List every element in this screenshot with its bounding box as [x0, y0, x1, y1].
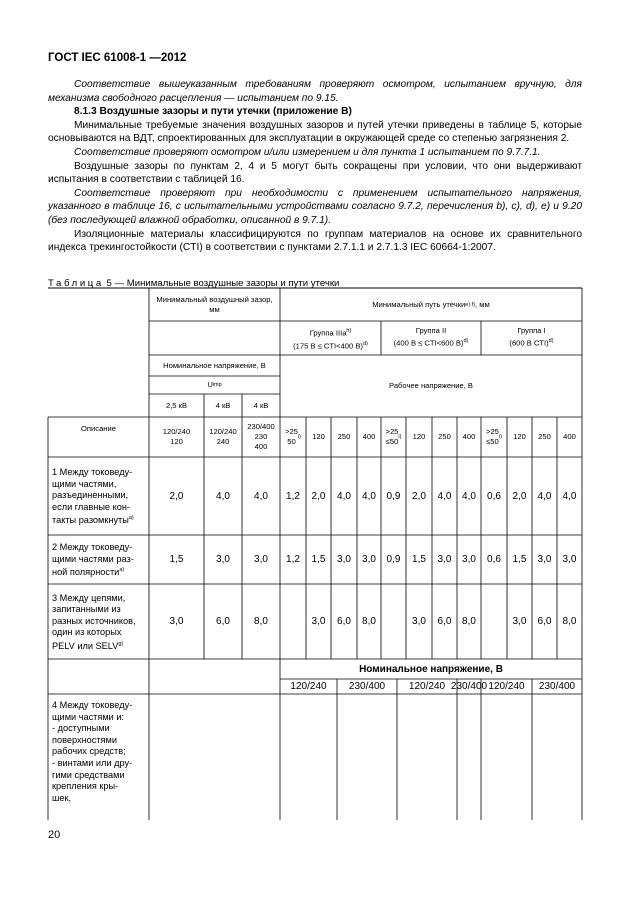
clearance-voltage — [204, 417, 242, 457]
uimp-header — [149, 376, 280, 394]
row-description-line: 2 Между токоведу- — [52, 542, 133, 553]
group-iiia-header-part: Группа IIIa — [309, 328, 347, 338]
creepage-value-text: 3,0 — [311, 616, 326, 627]
creepage-value-text: 3,0 — [537, 554, 552, 565]
creepage-value — [432, 535, 457, 584]
nominal-voltage-pair — [532, 679, 582, 694]
creepage-value — [507, 584, 532, 659]
creepage-value-text: 0,9 — [386, 490, 401, 502]
creepage-value — [381, 535, 406, 584]
nominal-voltage-pair-text: 120/240 — [290, 681, 327, 692]
creepage-value-text: 0,9 — [386, 554, 401, 565]
row-description-line: крепления кры- — [52, 781, 119, 792]
group-ii-header-part: d) — [463, 338, 469, 344]
uimp-header-text: imp — [212, 382, 222, 388]
creepage-value — [557, 535, 582, 584]
row-description-line: рабочих средств; — [52, 746, 126, 757]
table-caption-word: Таблица — [48, 278, 104, 289]
clearance-value — [149, 535, 204, 584]
creepage-voltage-first-text: >25 ≤50 — [486, 427, 499, 446]
clearance-value-text: 2,0 — [169, 490, 184, 502]
creepage-value — [481, 457, 507, 535]
creepage-value — [457, 584, 481, 659]
description-header — [48, 417, 149, 441]
creepage-voltage — [507, 417, 532, 457]
uimp-value — [149, 394, 204, 417]
uimp-value-text: 4 кВ — [253, 400, 269, 410]
creepage-voltage-first — [481, 417, 507, 457]
clearance-header — [151, 288, 278, 321]
clearance-value — [204, 584, 242, 659]
creepage-value — [406, 457, 432, 535]
creepage-voltage-text: 250 — [337, 432, 351, 441]
creepage-voltage-first-text: i) — [498, 434, 502, 440]
paragraph-1: Соответствие вышеуказанным требованиям проверяют осмотром, испытанием вручную, для механизма свободного расцепления — испытанием по 9.15. — [48, 79, 582, 104]
working-voltage-header — [280, 355, 582, 417]
creepage-value — [457, 535, 481, 584]
creepage-voltage-text: 120 — [312, 432, 325, 441]
creepage-value — [306, 584, 331, 659]
nominal-voltage-pair — [397, 679, 457, 694]
clearance-value — [242, 457, 280, 535]
uimp-value-text: 4 кВ — [215, 400, 231, 410]
group-iiia-header-part: h) — [346, 328, 352, 334]
creepage-header — [280, 288, 582, 321]
group-iiia-header-part: d) — [362, 340, 368, 347]
clearance-value-text: 1,5 — [169, 554, 184, 565]
creepage-value-text: 4,0 — [462, 490, 476, 502]
creepage-value — [357, 584, 381, 659]
creepage-header-text: , мм — [475, 299, 490, 309]
creepage-value-text: 3,0 — [337, 554, 351, 565]
creepage-voltage — [406, 417, 432, 457]
creepage-value-text: 1,5 — [512, 554, 527, 565]
creepage-value — [507, 457, 532, 535]
creepage-voltage-first-text: i) — [297, 434, 301, 440]
section-heading: 8.1.3 Воздушные зазоры и пути утечки (приложение В) — [74, 106, 352, 118]
group-iiia-header — [280, 326, 381, 351]
nominal-voltage-pair — [450, 679, 488, 694]
creepage-voltage — [357, 417, 381, 457]
row-4-description — [52, 700, 145, 804]
creepage-value — [280, 584, 306, 659]
creepage-voltage-first-text: >25 ≤50 — [385, 427, 399, 446]
clearance-value — [242, 584, 280, 659]
clearance-value — [204, 457, 242, 535]
row-description-line: - винтами или дру- — [52, 757, 133, 768]
group-i-header — [481, 326, 582, 349]
creepage-voltage-first — [381, 417, 406, 457]
clearance-value-text: 6,0 — [216, 616, 230, 627]
creepage-value — [331, 584, 357, 659]
working-voltage-header-text: Рабочее напряжение, В — [389, 381, 473, 390]
creepage-value — [532, 535, 557, 584]
paragraph-6: Изоляционные материалы классифицируются по группам материалов на основе их сравнительного индекса трекингостойкости (CTI) в соответствии с пунктами 2.7.1.1 и 2.7.1.3 IEC 60664-1:2007. — [48, 228, 582, 254]
creepage-value-text: 4,0 — [562, 490, 577, 502]
group-i-header-part: Группа I — [517, 326, 546, 335]
clearance-header-text: Минимальный воздушный зазор, мм — [156, 294, 273, 314]
row-description-line: разных источников, — [52, 615, 136, 626]
creepage-value-text: 4,0 — [362, 490, 376, 502]
creepage-value — [532, 584, 557, 659]
clearance-voltage — [242, 417, 280, 457]
creepage-voltage — [432, 417, 457, 457]
creepage-value — [331, 457, 357, 535]
creepage-value — [432, 457, 457, 535]
row-description-line: PELV или SELV$^{g)}$ — [52, 640, 124, 651]
clearance-value — [204, 535, 242, 584]
row-description-line: ной полярности$^{a)}$ — [52, 567, 125, 578]
creepage-value — [432, 584, 457, 659]
paragraph-5: Соответствие проверяют при необходимости с применением испытательного напряжения, указанного в таблице 16, с испытательными устройствами согласно 9.7.2, перечисления b), c), d), e) и 9.20 (без последующей влажной обработки, описанной в 9.7.1). — [48, 187, 582, 226]
creepage-value-text: 4,0 — [537, 490, 552, 502]
nominal-voltage-pair-text: 120/240 — [408, 681, 446, 692]
row-description-line: разъединенными, — [52, 490, 129, 501]
clearance-value-text: 4,0 — [254, 490, 268, 502]
row-description-line: 4 Между токоведу- — [52, 700, 133, 710]
creepage-value — [306, 535, 331, 584]
nominal-voltage-pair — [280, 679, 337, 694]
creepage-value-text: 2,0 — [412, 490, 426, 502]
creepage-value — [381, 584, 406, 659]
creepage-value — [357, 535, 381, 584]
page-number: 20 — [48, 829, 61, 841]
group-i-header-part: d) — [548, 338, 554, 344]
group-iiia-header-part: (175 В ≤ CTI<400 В) — [293, 341, 363, 351]
creepage-value-text: 3,0 — [462, 554, 476, 565]
creepage-value-text: 1,5 — [412, 554, 426, 565]
creepage-value-text: 3,0 — [562, 554, 577, 565]
creepage-value — [481, 584, 507, 659]
row-description-line: 1 Между токоведу- — [52, 467, 133, 477]
creepage-voltage — [532, 417, 557, 457]
uimp-header-text: U — [207, 380, 213, 389]
nominal-voltage-header — [149, 355, 280, 376]
creepage-value — [357, 457, 381, 535]
group-ii-header — [381, 326, 481, 349]
table-caption-title: 5 — Минимальные воздушные зазоры и пути утечки — [103, 278, 340, 289]
creepage-voltage-text: 120 — [513, 432, 526, 441]
clearance-value-text: 3,0 — [169, 616, 184, 627]
clearance-value-text: 4,0 — [216, 490, 230, 502]
creepage-value — [406, 535, 432, 584]
creepage-value — [507, 535, 532, 584]
footnote-ref: a) — [128, 515, 134, 522]
creepage-value-text: 8,0 — [562, 616, 577, 627]
creepage-value-text: 2,0 — [311, 490, 326, 502]
creepage-value — [280, 457, 306, 535]
creepage-voltage-text: 120 — [412, 432, 426, 441]
document-header: ГОСТ IEC 61008-1 —2012 — [48, 52, 187, 64]
creepage-value-text: 6,0 — [537, 616, 552, 627]
row-description-line: 3 Между цепями, — [52, 592, 126, 603]
creepage-value-text: 0,6 — [487, 490, 501, 502]
clearance-value — [149, 457, 204, 535]
clearance-voltage-text: 120/240 240 — [209, 427, 237, 446]
uimp-value-text: 2,5 кВ — [165, 400, 188, 410]
row-description-line: щими частями, — [52, 478, 117, 489]
paragraph-4: Воздушные зазоры по пунктам 2, 4 и 5 могут быть сокращены при условии, что они выдерживают испытания в соответствии с таблицей 16. — [48, 160, 582, 186]
row-description — [52, 542, 145, 579]
creepage-value-text: 4,0 — [437, 490, 452, 502]
paragraph-2: Минимальные требуемые значения воздушных зазоров и путей утечки приведены в таблице 5, которые основываются на ВДТ, спроектированных для эксплуатации в окружающей среде со степенью загрязнения 2. — [48, 119, 582, 145]
clearance-value-text: 8,0 — [254, 616, 268, 627]
nominal-voltage-pair — [481, 679, 532, 694]
nominal-voltage-pair-text: 230/400 — [348, 681, 386, 692]
creepage-voltage-text: 400 — [362, 432, 376, 441]
creepage-voltage-first-text: i) — [398, 434, 402, 440]
nominal-voltage-pair-text: 230/400 — [450, 681, 488, 692]
description-header-text: Описание — [81, 424, 116, 433]
clearance-voltage-text: 230/400 230 400 — [247, 422, 275, 451]
creepage-value — [532, 457, 557, 535]
row-description-line: щими частями раз- — [52, 553, 134, 564]
row-description-line: щими частями и: — [52, 711, 125, 722]
creepage-header-text: e) f) — [465, 301, 476, 308]
row-description-line: гими средствами — [52, 769, 125, 780]
creepage-value-text: 2,0 — [512, 490, 527, 502]
creepage-voltage — [557, 417, 582, 457]
row-description-line: если главные кон- — [52, 501, 130, 512]
creepage-value — [557, 584, 582, 659]
creepage-value — [457, 457, 481, 535]
clearance-value — [149, 584, 204, 659]
creepage-voltage-first — [280, 417, 306, 457]
creepage-value — [306, 457, 331, 535]
clearance-value — [242, 535, 280, 584]
footnote-ref: a) — [119, 567, 125, 574]
nominal-voltage-pair — [337, 679, 397, 694]
creepage-value-text: 3,0 — [512, 616, 527, 627]
creepage-value — [406, 584, 432, 659]
creepage-value — [557, 457, 582, 535]
creepage-value-text: 3,0 — [437, 554, 452, 565]
uimp-value — [242, 394, 280, 417]
creepage-value-text: 0,6 — [487, 554, 501, 565]
row-description-line: поверхностями — [52, 734, 117, 745]
creepage-value-text: 8,0 — [462, 616, 476, 627]
creepage-voltage-text: 250 — [438, 432, 451, 441]
nominal-voltage-subheader — [280, 659, 582, 679]
creepage-voltage — [306, 417, 331, 457]
creepage-value — [280, 535, 306, 584]
group-i-header-part: (600 В CTI) — [509, 338, 549, 348]
footnote-ref: g) — [118, 640, 124, 647]
creepage-voltage-text: 400 — [462, 432, 476, 441]
row-description-line: - доступными — [52, 723, 110, 734]
creepage-value-text: 1,2 — [286, 554, 300, 565]
creepage-value — [481, 535, 507, 584]
creepage-value-text: 1,5 — [311, 554, 326, 565]
row-description — [52, 467, 145, 527]
clearance-value-text: 3,0 — [254, 554, 268, 565]
row-description-line: один из которых — [52, 627, 122, 638]
row-description-line: такты разомкнуты$^{a)}$ — [52, 515, 134, 526]
nominal-voltage-header-text: Номинальное напряжение, В — [163, 360, 266, 370]
creepage-voltage-first-text: >25 50 — [285, 427, 298, 446]
creepage-voltage — [331, 417, 357, 457]
creepage-value-text: 1,2 — [286, 490, 300, 502]
nominal-voltage-pair-text: 230/400 — [538, 681, 576, 692]
creepage-header-text: Минимальный путь утечки — [372, 299, 466, 309]
group-ii-header-part: Группа II — [415, 326, 447, 335]
clearance-value-text: 3,0 — [216, 554, 230, 565]
clearance-voltage-text: 120/240 120 — [162, 427, 191, 446]
paragraph-3: Соответствие проверяют осмотром и/или измерением и для пункта 1 испытанием по 9.7.7.1. — [74, 146, 541, 158]
creepage-voltage-text: 250 — [538, 432, 551, 441]
creepage-value-text: 6,0 — [437, 616, 452, 627]
row-description — [52, 593, 145, 653]
creepage-value-text: 3,0 — [362, 554, 376, 565]
creepage-value — [331, 535, 357, 584]
creepage-value-text: 3,0 — [412, 616, 426, 627]
row-description-line: запитанными из — [52, 604, 121, 615]
creepage-value — [381, 457, 406, 535]
creepage-value-text: 6,0 — [337, 616, 351, 627]
group-ii-header-part: (400 В ≤ CTI<600 В) — [393, 338, 464, 348]
clearance-voltage — [149, 417, 204, 457]
nominal-voltage-pair-text: 120/240 — [488, 681, 525, 692]
creepage-voltage — [457, 417, 481, 457]
nominal-voltage-subheader-text: Номинальное напряжение, В — [359, 663, 503, 675]
uimp-value — [204, 394, 242, 417]
creepage-voltage-text: 400 — [563, 432, 576, 441]
creepage-value-text: 4,0 — [337, 490, 351, 502]
creepage-value-text: 8,0 — [362, 616, 376, 627]
row-description-line: шек, — [52, 792, 72, 803]
